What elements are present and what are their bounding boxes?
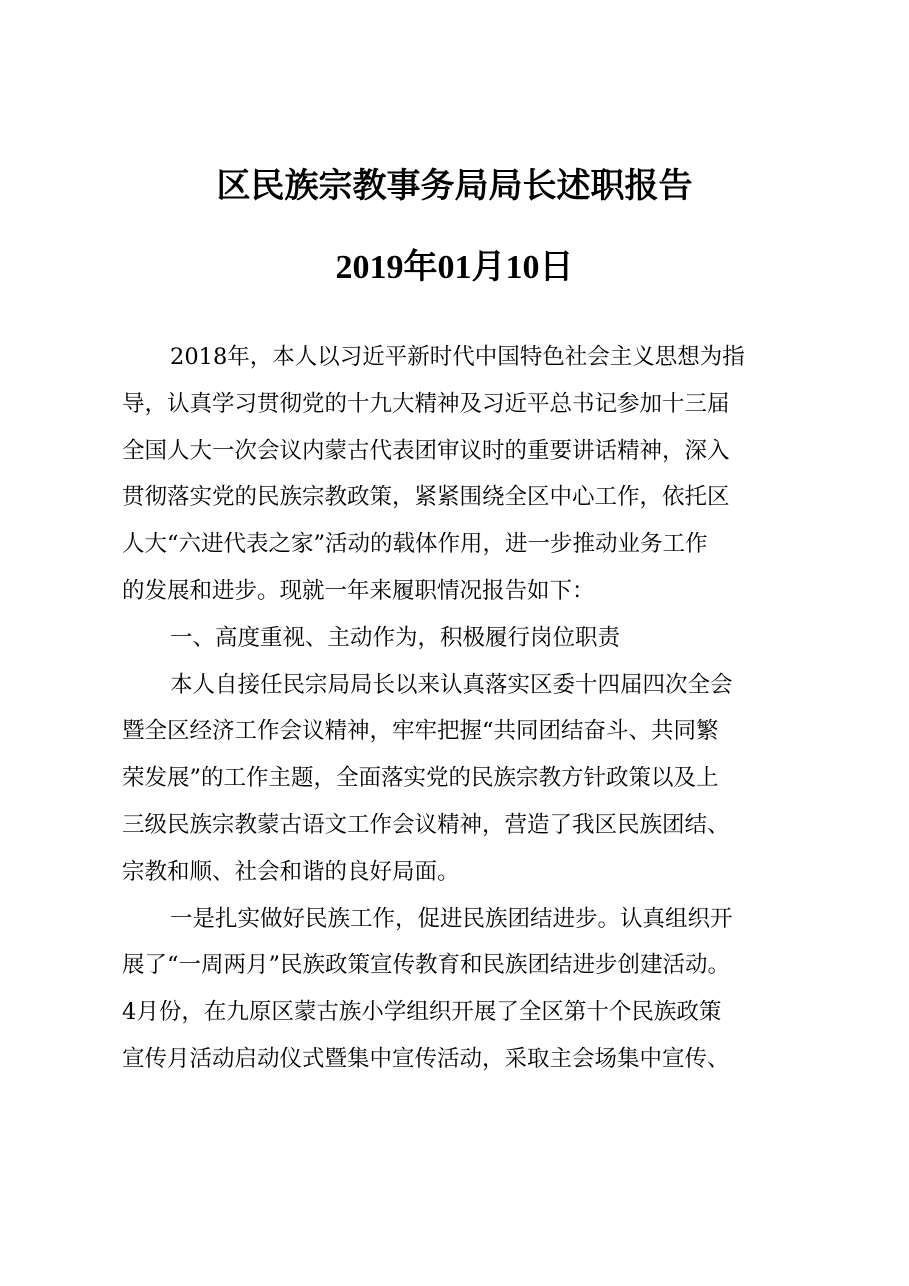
- paragraph-line: 荣发展”的工作主题，全面落实党的民族宗教方针政策以及上: [122, 765, 719, 792]
- document-date: 2019年01月10日: [335, 249, 574, 286]
- paragraph-line: 本人自接任民宗局局长以来认真落实区委十四届四次全会: [170, 671, 733, 698]
- paragraph-line: 导，认真学习贯彻党的十九大精神及习近平总书记参加十三届: [122, 390, 730, 417]
- paragraph-line: 的发展和进步。现就一年来履职情况报告如下：: [122, 577, 595, 604]
- paragraph-line: 三级民族宗教蒙古语文工作会议精神，营造了我区民族团结、: [122, 811, 730, 838]
- paragraph-line: 宗教和顺、社会和谐的良好局面。: [122, 858, 460, 885]
- paragraph-line: 宣传月活动启动仪式暨集中宣传活动，采取主会场集中宣传、: [122, 1045, 730, 1072]
- document-title: 区民族宗教事务局局长述职报告: [216, 166, 693, 206]
- paragraph-line: 2018年，本人以习近平新时代中国特色社会主义思想为指: [170, 344, 745, 370]
- section-heading: 一、高度重视、主动作为，积极履行岗位职责: [170, 624, 621, 651]
- document-body: [122, 334, 802, 1083]
- paragraph-line: 暨全区经济工作会议精神，牢牢把握“共同团结奋斗、共同繁: [122, 718, 719, 745]
- paragraph-line: 人大“六进代表之家”活动的载体作用，进一步推动业务工作: [122, 531, 708, 558]
- paragraph-line: 展了“一周两月”民族政策宣传教育和民族团结进步创建活动。: [122, 952, 731, 979]
- paragraph-line: 全国人大一次会议内蒙古代表团审议时的重要讲话精神，深入: [122, 437, 730, 464]
- paragraph-line: 贯彻落实党的民族宗教政策，紧紧围绕全区中心工作，依托区: [122, 484, 730, 511]
- paragraph-line: 一是扎实做好民族工作，促进民族团结进步。认真组织开: [170, 905, 733, 932]
- paragraph-line: 4月份，在九原区蒙古族小学组织开展了全区第十个民族政策: [122, 999, 722, 1026]
